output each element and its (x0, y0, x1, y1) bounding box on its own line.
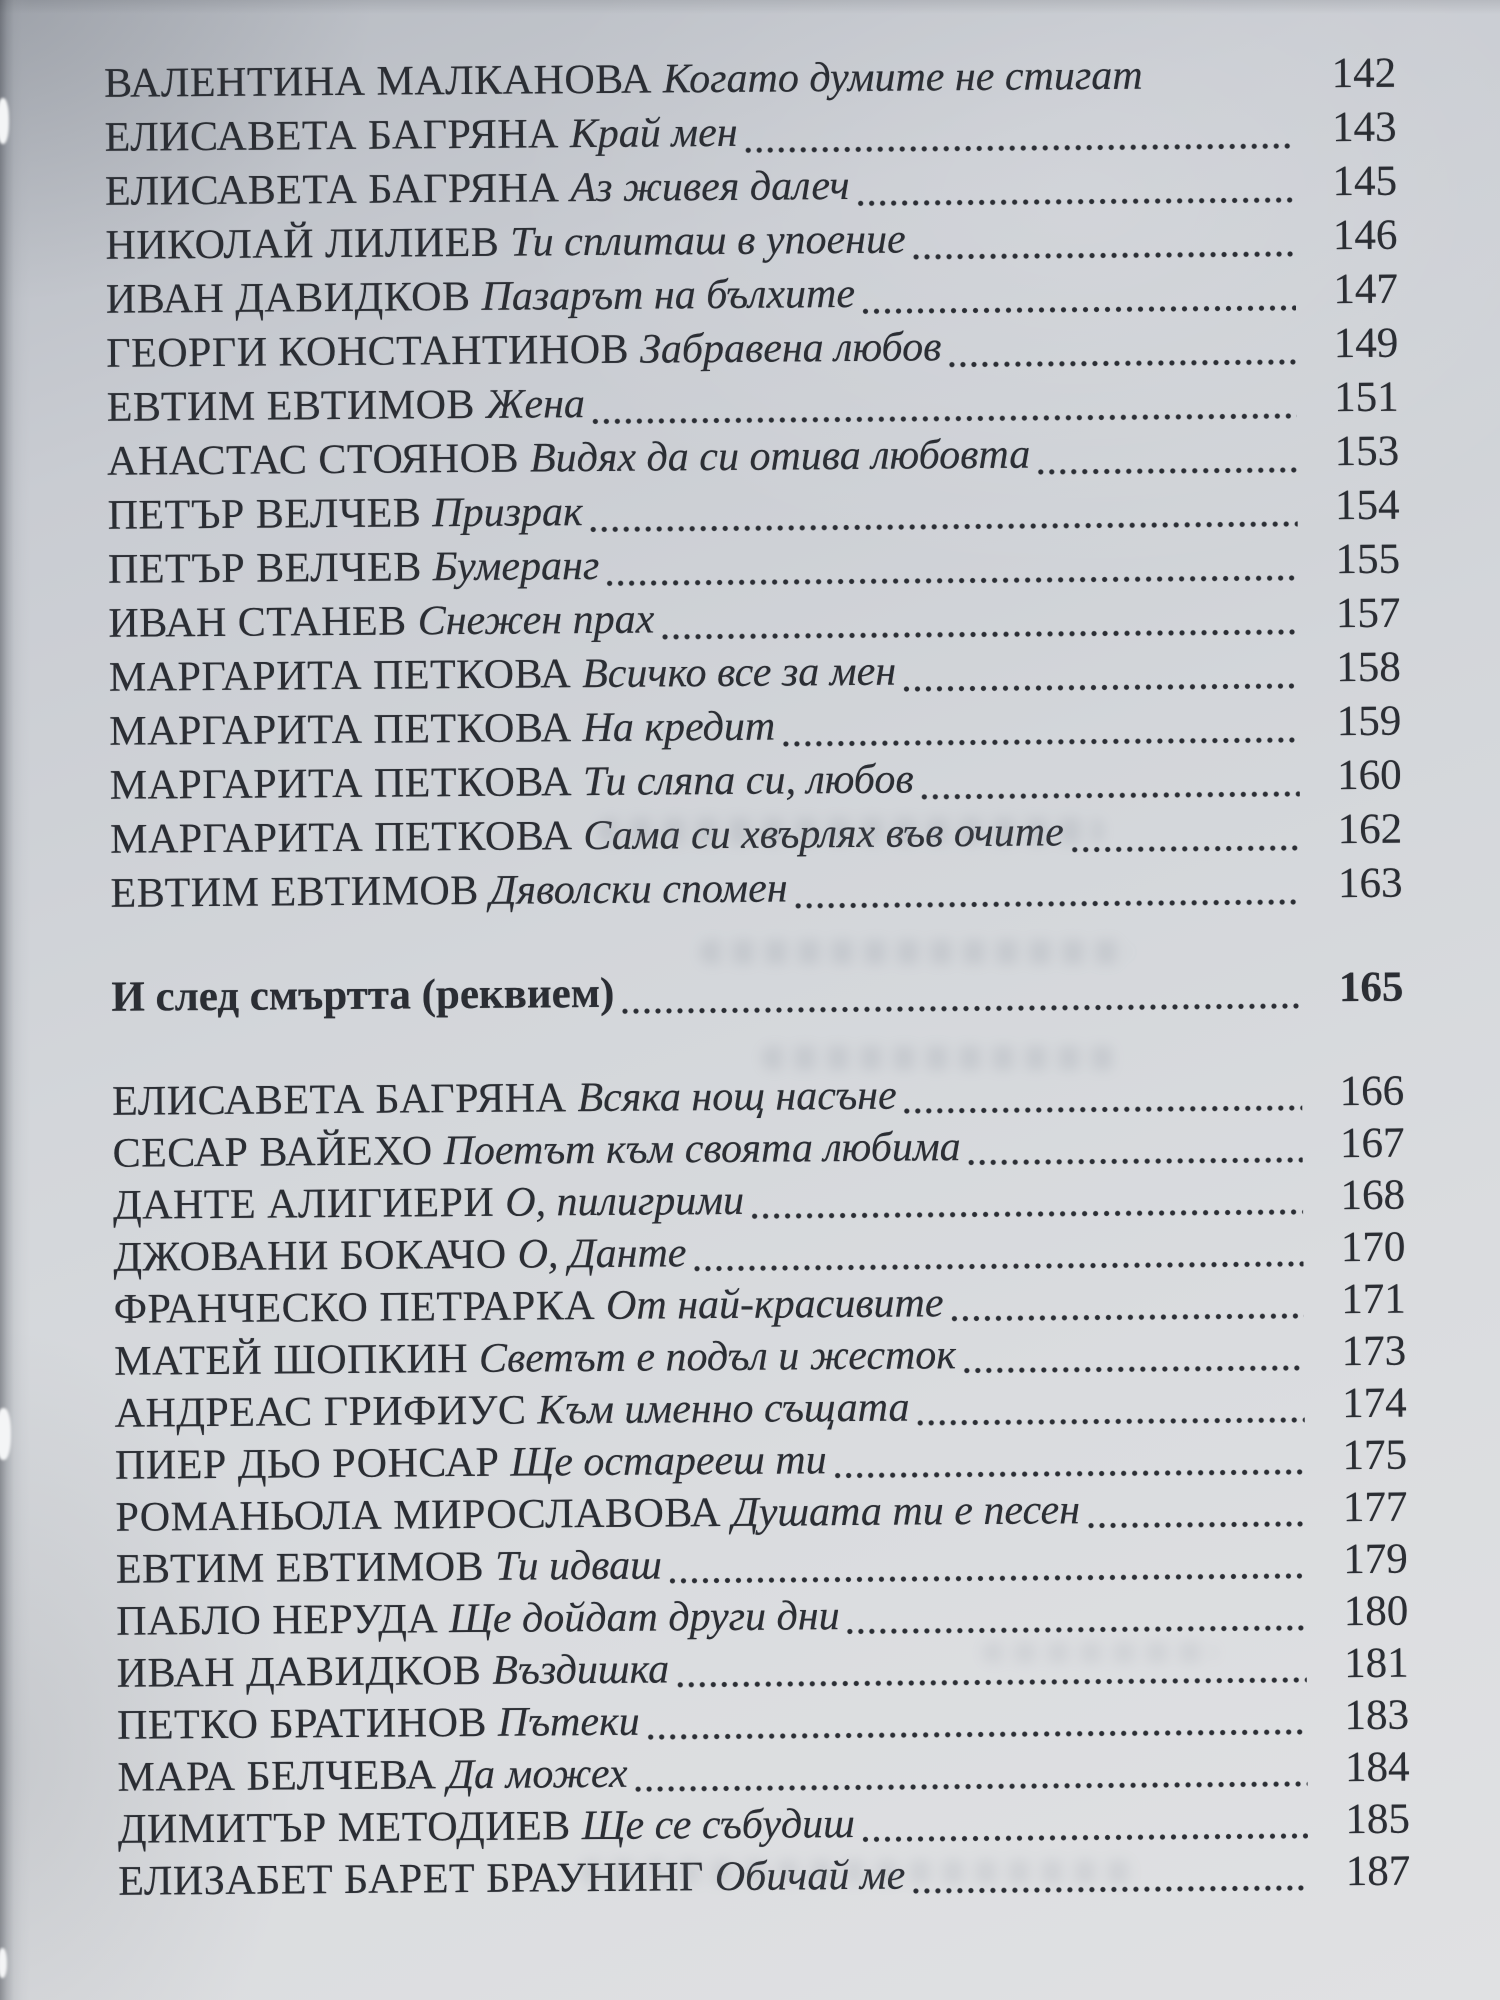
toc-entry-author: ЕЛИЗАБЕТ БАРЕТ БРАУНИНГ (118, 1854, 705, 1905)
toc-entry-leader-dots (913, 250, 1296, 260)
toc-entry-title: Дяволски спомен (489, 865, 788, 914)
toc-entry-leader-dots (951, 1312, 1304, 1322)
toc-entry-author: МАРГАРИТА ПЕТКОВА (108, 651, 572, 701)
toc-entry-author: АНДРЕАС ГРИФИУС (114, 1387, 527, 1437)
toc-entry-leader-dots (921, 790, 1300, 800)
toc-entry-leader-dots (862, 304, 1296, 314)
toc-entry-leader-dots (948, 358, 1296, 368)
toc-entry (105, 211, 1397, 275)
toc-entry-title: Ти идваш (494, 1542, 663, 1590)
toc-entry-page-number: 174 (1341, 1379, 1407, 1428)
toc-entry-page-number: 147 (1333, 265, 1399, 314)
toc-entry-page-number: 180 (1343, 1587, 1409, 1636)
toc-entry-page-number: 168 (1340, 1171, 1406, 1220)
toc-entry-title: Снежен прах (417, 596, 655, 645)
toc-entry-title: Ще дойдат други дни (448, 1593, 840, 1643)
toc-entry-page-number: 184 (1344, 1743, 1410, 1792)
toc-entry-author: НИКОЛАЙ ЛИЛИЕВ (105, 219, 500, 269)
toc-entry-page-number: 151 (1334, 373, 1399, 422)
toc-entry-title: Всяка нощ насъне (577, 1072, 897, 1122)
toc-entry-title: Край мен (569, 109, 738, 158)
toc-entry-leader-dots (669, 1572, 1306, 1584)
toc-entry-page-number: 167 (1339, 1119, 1405, 1168)
toc-entry-author: ВАЛЕНТИНА МАЛКАНОВА (104, 56, 653, 107)
toc-entry-leader-dots (676, 1676, 1307, 1688)
toc-entry-leader-dots (751, 1208, 1303, 1219)
toc-entry-leader-dots (1150, 88, 1295, 96)
toc-entry-author: ГЕОРГИ КОНСТАНТИНОВ (106, 326, 630, 377)
toc-entry-page-number: 187 (1345, 1847, 1411, 1896)
toc-entry-title: Видях да си отива любовта (529, 431, 1031, 482)
toc-entry-title: От най-красивите (605, 1280, 944, 1329)
toc-entry-page-number: 162 (1337, 805, 1403, 854)
toc-entry-author: ДЖОВАНИ БОКАЧО (113, 1231, 507, 1281)
toc-entry-title: Ще се събудиш (581, 1800, 856, 1850)
toc-entry-leader-dots (795, 898, 1301, 909)
toc-entry-leader-dots (782, 736, 1299, 747)
toc-entry-page-number: 177 (1342, 1483, 1408, 1532)
toc-entry-title: Душата ти е песен (731, 1487, 1081, 1536)
toc-entry-page-number: 171 (1341, 1275, 1406, 1324)
toc-entry-title: Сама си хвърлях във очите (583, 809, 1064, 860)
toc-entry-author: ИВАН ДАВИДКОВ (116, 1647, 482, 1697)
toc-entry-author: ПЕТЪР ВЕЛЧЕВ (107, 544, 422, 593)
toc-entry-leader-dots (862, 1832, 1308, 1843)
toc-entry-title: Когато думите не стигат (662, 52, 1143, 103)
toc-entry-page-number: 185 (1345, 1795, 1411, 1844)
toc-entry-leader-dots (857, 196, 1295, 206)
toc-section-before-header (104, 49, 1403, 923)
toc-entry-leader-dots (1037, 466, 1297, 475)
toc-entry-author: ИВАН ДАВИДКОВ (105, 273, 471, 323)
toc-section-after-header (112, 1067, 1410, 1909)
toc-entry-leader-dots (661, 628, 1298, 640)
page-edge-highlight (0, 1948, 7, 1978)
toc-entry-title: На кредит (582, 703, 776, 752)
toc-entry-author: ЕВТИМ ЕВТИМОВ (106, 381, 476, 431)
toc-entry-title: О, пилигрими (505, 1177, 745, 1226)
toc-entry-title: Въздишка (492, 1646, 670, 1694)
toc-entry-title: Всичко все за мен (581, 648, 897, 698)
toc-entry-title: Пътеки (497, 1698, 640, 1746)
toc-entry-leader-dots (592, 412, 1297, 425)
leader-dots (622, 1002, 1302, 1014)
toc-entry (104, 103, 1396, 167)
toc-entry-author: ЕЛИСАВЕТА БАГРЯНА (104, 165, 560, 215)
toc-entry-author: МАТЕЙ ШОПКИН (114, 1335, 469, 1385)
toc-section-header (111, 963, 1403, 1027)
toc-entry-title: Обичай ме (714, 1852, 906, 1901)
toc-entry-author: ПИЕР ДЬО РОНСАР (114, 1439, 500, 1489)
toc-entry-author: ФРАНЧЕСКО ПЕТРАРКА (113, 1282, 596, 1333)
toc-entry-author: ЕВТИМ ЕВТИМОВ (115, 1543, 485, 1593)
toc-entry-title: Към именно същата (537, 1384, 910, 1434)
toc-entry-leader-dots (904, 1104, 1303, 1114)
toc-entry-leader-dots (745, 142, 1295, 153)
toc-entry-leader-dots (635, 1780, 1308, 1792)
toc-entry-page-number: 154 (1334, 481, 1400, 530)
page-binding-edge (0, 0, 30, 2000)
toc-entry-page-number: 142 (1331, 49, 1397, 98)
toc-entry-leader-dots (903, 682, 1299, 692)
toc-entry-leader-dots (834, 1468, 1305, 1479)
toc-entry-author: МАРГАРИТА ПЕТКОВА (109, 759, 573, 809)
toc-entry-title: Ще остарееш ти (510, 1437, 827, 1486)
toc-entry-leader-dots (590, 520, 1298, 533)
toc-entry-page-number: 153 (1334, 427, 1400, 476)
toc-entry (109, 697, 1401, 761)
toc-entry-page-number: 158 (1336, 643, 1402, 692)
toc-entry-leader-dots (963, 1364, 1304, 1374)
toc-entry-leader-dots (1087, 1520, 1305, 1529)
toc-entry-author: МАРГАРИТА ПЕТКОВА (109, 813, 573, 863)
toc-entry-title: Призрак (432, 489, 583, 537)
toc-entry-page-number: 157 (1335, 589, 1401, 638)
toc-entry-page-number: 160 (1336, 751, 1402, 800)
toc-entry-author: ЕЛИСАВЕТА БАГРЯНА (104, 111, 560, 161)
toc-entry-author: МАРГАРИТА ПЕТКОВА (109, 705, 572, 755)
section-header-page-number: 165 (1338, 963, 1404, 1012)
toc-entry-leader-dots (912, 1884, 1308, 1894)
toc-entry-title: Да можех (447, 1750, 628, 1799)
toc-entry (108, 589, 1400, 653)
toc-entry-title: Ти сляпа си, любов (582, 756, 914, 806)
toc-entry (118, 1847, 1410, 1909)
toc-entry-page-number: 163 (1337, 859, 1403, 908)
toc-entry-title: Забравена любов (639, 324, 942, 373)
toc-entry-page-number: 170 (1340, 1223, 1406, 1272)
toc-entry (109, 643, 1401, 707)
toc-entry-leader-dots (847, 1624, 1307, 1635)
toc-entry-page-number: 149 (1333, 319, 1399, 368)
toc-entry-page-number: 143 (1331, 103, 1397, 152)
toc-entry-author: ЕВТИМ ЕВТИМОВ (110, 867, 479, 917)
toc-entry-title: Светът е подъл и жесток (478, 1332, 957, 1382)
toc-entry-page-number: 159 (1336, 697, 1402, 746)
toc-entry-leader-dots (606, 574, 1298, 586)
toc-entry-leader-dots (968, 1156, 1303, 1166)
toc-entry-author: ДИМИТЪР МЕТОДИЕВ (117, 1803, 571, 1853)
toc-entry-page-number: 146 (1332, 211, 1398, 260)
toc-entry-page-number: 181 (1343, 1639, 1409, 1688)
toc-entry-author: ПЕТЪР ВЕЛЧЕВ (107, 490, 422, 539)
toc-entry-author: ПАБЛО НЕРУДА (116, 1596, 439, 1645)
toc-entry-page-number: 179 (1343, 1535, 1409, 1584)
toc-entry-page-number: 145 (1332, 157, 1398, 206)
section-header-label: И след смъртта (реквием) (111, 969, 615, 1021)
toc-entry-leader-dots (917, 1416, 1305, 1426)
toc-entry-page-number: 183 (1344, 1691, 1410, 1740)
toc-entry-author: АНАСТАС СТОЯНОВ (106, 435, 520, 485)
toc-entry-title: Аз живея далеч (570, 162, 850, 212)
toc-entry-title: О, Данте (517, 1230, 687, 1278)
toc-entry-page-number: 173 (1341, 1327, 1407, 1376)
toc-entry-leader-dots (694, 1260, 1304, 1272)
toc-entry-author: ПЕТКО БРАТИНОВ (116, 1699, 488, 1749)
toc-entry-page-number: 155 (1335, 535, 1401, 584)
toc-entry-title: Пазарът на бълхите (481, 270, 856, 320)
toc-entry-leader-dots (647, 1728, 1307, 1740)
toc-entry-page-number: 175 (1342, 1431, 1408, 1480)
toc-entry-author: ИВАН СТАНЕВ (108, 598, 407, 647)
toc-entry-title: Бумеранг (432, 542, 600, 591)
toc-entry-author: ЕЛИСАВЕТА БАГРЯНА (112, 1075, 567, 1125)
toc-entry-author: СЕСАР ВАЙЕХО (112, 1128, 433, 1177)
toc-entry-title: Ти сплиташ в упоение (510, 216, 906, 266)
toc-entry (110, 859, 1402, 923)
toc-entry-author: МАРА БЕЛЧЕВА (117, 1752, 437, 1801)
table-of-contents (104, 49, 1410, 1909)
toc-entry-title: Поетът към своята любима (443, 1124, 961, 1175)
toc-entry-author: ДАНТЕ АЛИГИЕРИ (112, 1179, 495, 1229)
toc-entry (105, 157, 1397, 221)
toc-entry-author: РОМАНЬОЛА МИРОСЛАВОВА (115, 1490, 722, 1541)
toc-entry-leader-dots (1071, 844, 1300, 853)
toc-entry-page-number: 166 (1339, 1067, 1405, 1116)
toc-entry-title: Жена (485, 381, 586, 428)
